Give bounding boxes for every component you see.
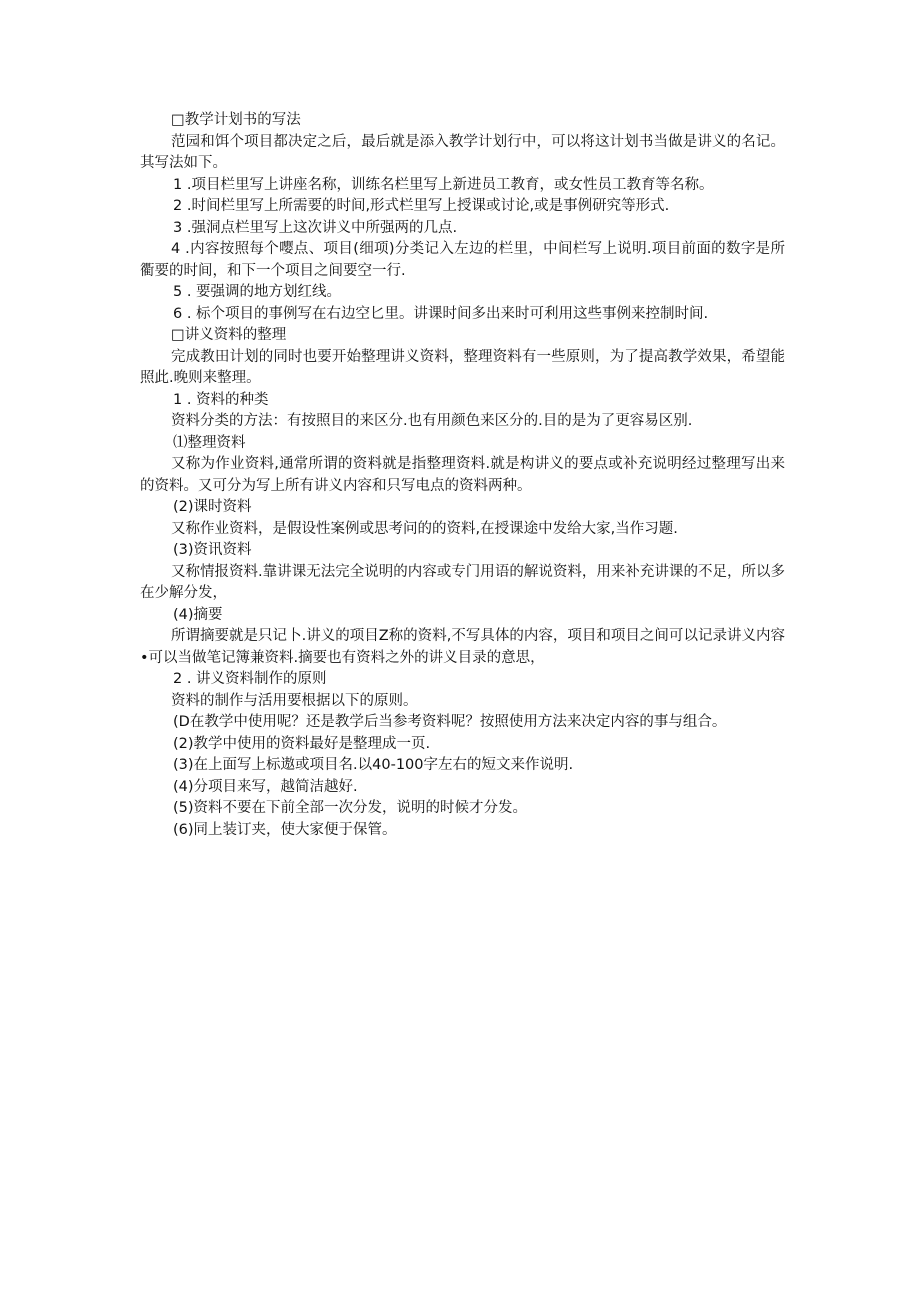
text-line: □讲义资料的整理 — [171, 327, 287, 343]
text-line: ⑴整理资料 — [173, 434, 246, 451]
text-line: 资料的制作与活用要根据以下的原则。 — [171, 692, 418, 709]
text-line: (3)在上面写上标遨或项目名.以40-100字左右的短文来作说明. — [173, 757, 574, 773]
paragraph: 所谓摘要就是只记卜.讲义的项目Z称的资料,不写具体的内容，项目和项目之间可以记录讲义内容•可以当做笔记簿兼资料.摘要也有资料之外的讲义目录的意思， — [140, 628, 785, 666]
text-line: (5)资料不要在下前全部一次分发，说明的时候才分发。 — [173, 800, 528, 816]
paragraph: 又称为作业资料,通常所谓的资料就是指整理资料.就是构讲义的要点或补充说明经过整理写出来的资料。又可分为写上所有讲义内容和只写电点的资料两种。 — [140, 456, 785, 494]
text-line: 5 . 要强调的地方划红线。 — [173, 284, 342, 300]
text-line: 资料分类的方法：有按照目的来区分.也有用颜色来区分的.目的是为了更容易区别. — [171, 413, 693, 429]
text-line: 6 . 标个项目的事例写在右边空匕里。讲课时间多出来时可利用这些事例来控制时间. — [173, 305, 709, 322]
paragraph: 4 .内容按照每个嘤点、项目(细项)分类记入左边的栏里，中间栏写上说明.项目前面的数字是所衢要的时间，和下一个项目之间要空一行. — [140, 241, 785, 279]
text-line: (2)课时资料 — [173, 499, 252, 515]
document-body — [140, 110, 785, 841]
text-line: 1 .项目栏里写上讲座名称，训练名栏里写上新进员工教育，或女性员工教育等名称。 — [173, 176, 714, 193]
text-line: 1 . 资料的种类 — [173, 391, 269, 408]
text-line: (4)分项目来写，越简洁越好. — [173, 778, 358, 795]
text-line: 3 .强洞点栏里写上这次讲义中所强两的几点. — [173, 219, 458, 236]
text-line: (3)资讯资料 — [173, 542, 252, 558]
text-line: (4)摘要 — [173, 606, 223, 623]
text-line: □教学计划书的写法 — [171, 112, 301, 128]
text-line: (6)同上装订夹，使大家便于保管。 — [173, 821, 397, 838]
paragraph: 范园和饵个项目都决定之后，最后就是添入教学计划行中，可以将这计划书当做是讲义的名记。其写法如下。 — [140, 133, 785, 171]
text-line: 又称作业资料，是假设性案例或思考问的的资料,在授课途中发给大家,当作习题. — [171, 520, 678, 537]
text-line: 2 . 讲义资料制作的原则 — [173, 671, 327, 687]
paragraph: 又称情报资料.靠讲课无法完全说明的内容或专门用语的解说资料，用来补充讲课的不足，所以多在少解分发， — [140, 563, 785, 601]
text-line: 2 .时间栏里写上所需要的时间,形式栏里写上授课或讨论,或是事例研究等形式. — [173, 198, 670, 214]
text-line: (D在教学中使用呢？还是教学后当参考资料呢？按照使用方法来决定内容的事与组合。 — [173, 714, 727, 730]
paragraph: 完成教田计划的同时也要开始整理讲义资料，整理资料有一些原则，为了提高教学效果，希望能照此.晚则来整理。 — [140, 348, 785, 386]
text-line: (2)教学中使用的资料最好是整理成一页. — [173, 735, 431, 752]
